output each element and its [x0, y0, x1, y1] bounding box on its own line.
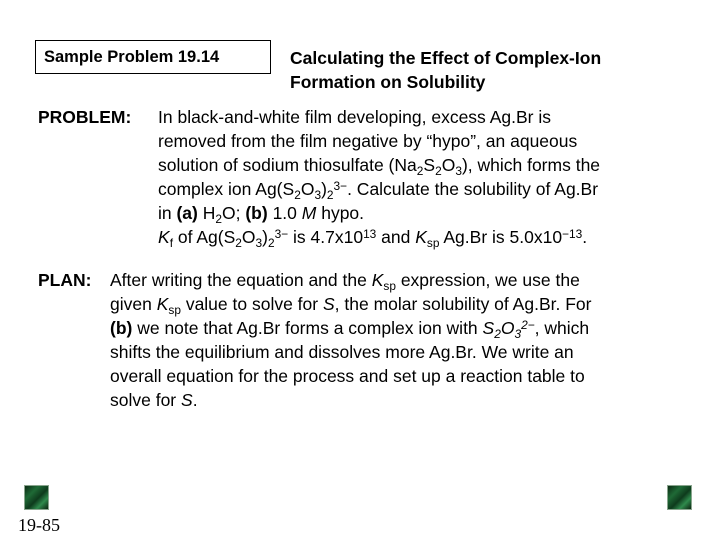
- sample-problem-label: Sample Problem 19.14: [35, 40, 271, 74]
- slide-corner-decoration-right: [667, 485, 692, 510]
- problem-line-6: $K_f$ of $Ag(S_2O_3)_2^{3-}$ is $4.7x10^{13}$ and $K_{sp}$ Ag.Br is $5.0x10^{-13}$.: [158, 226, 588, 251]
- problem-line-5: in (a) $H_2O$; (b) 1.0 M hypo.: [158, 203, 365, 227]
- plan-line-1: After writing the equation and the $K_{sp}$ expression, we use the: [110, 270, 580, 294]
- title-line-2: Formation on Solubility: [290, 72, 486, 92]
- plan-line-4: shifts the equilibrium and dissolves more Ag.Br. We write an: [110, 342, 574, 362]
- plan-text: [110, 268, 710, 412]
- problem-line-3: solution of sodium thiosulfate $(Na_2S_2O_3)$, which forms the: [158, 155, 601, 179]
- problem-line-4: complex ion $Ag(S_2O_3)_2^{3-}$. Calculate the solubility of Ag.Br: [158, 178, 599, 203]
- slide-corner-decoration-left: [24, 485, 49, 510]
- page-number: 19-85: [18, 515, 60, 535]
- plan-line-3: (b) we note that Ag.Br forms a complex ion with $S_2O_3^{2-}$, which: [110, 317, 590, 342]
- title-line-1: Calculating the Effect of Complex-Ion: [290, 48, 602, 68]
- plan-line-6: solve for S.: [110, 390, 198, 410]
- problem-title: [290, 46, 710, 94]
- problem-text: [158, 105, 698, 249]
- plan-heading: PLAN:: [38, 270, 92, 290]
- problem-line-1: In black-and-white film developing, excess Ag.Br is: [158, 107, 551, 127]
- problem-heading: PROBLEM:: [38, 107, 132, 127]
- problem-line-2: removed from the film negative by “hypo”, an aqueous: [158, 131, 578, 151]
- plan-line-5: overall equation for the process and set up a reaction table to: [110, 366, 585, 386]
- plan-line-2: given $K_{sp}$ value to solve for S, the molar solubility of Ag.Br. For: [110, 294, 592, 318]
